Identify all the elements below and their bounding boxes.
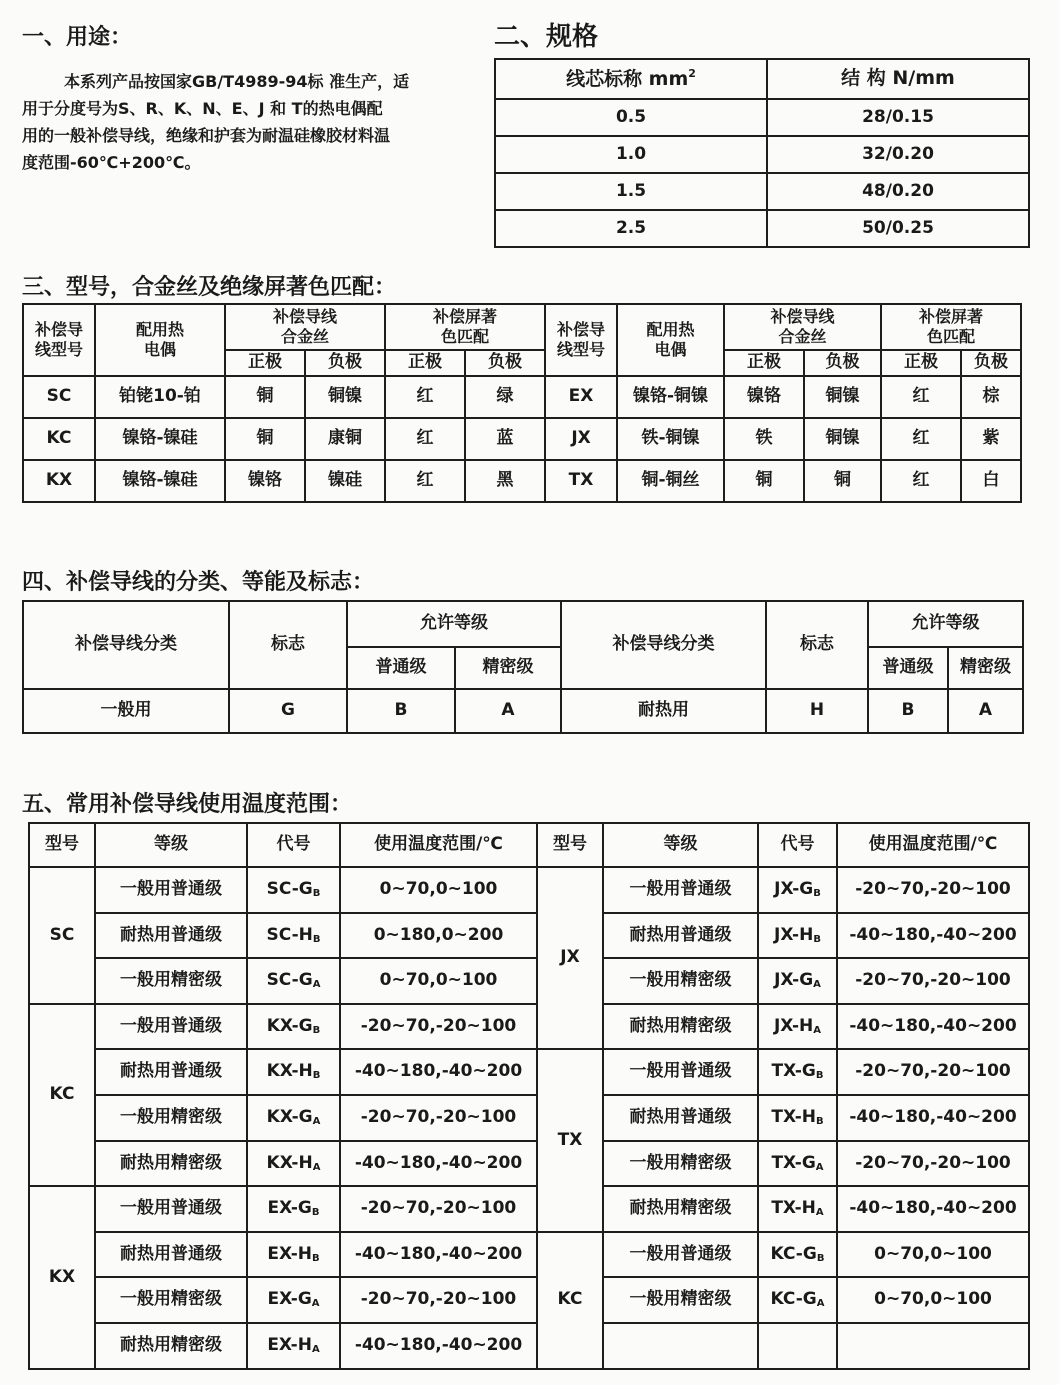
level-cell: 一般用精密级 — [603, 958, 758, 1004]
spec-header-row — [495, 59, 1029, 99]
alloy-color-table — [22, 303, 1022, 503]
range-cell: -40~180,-40~200 — [837, 1004, 1029, 1050]
section-2-title: 二、规格 — [494, 22, 599, 52]
code-cell: $SC-G_B$ — [247, 867, 340, 913]
type-cell: KX — [29, 1186, 95, 1368]
header-type: 补偿导 线型号 — [545, 304, 617, 376]
table-row: 2.5 50/0.25 — [495, 210, 1029, 247]
table-row — [29, 1141, 1029, 1187]
range-cell: -40~180,-40~200 — [837, 1186, 1029, 1232]
spec-table — [494, 58, 1030, 248]
code-cell: $KX-H_A$ — [247, 1141, 340, 1187]
range-cell: -40~180,-40~200 — [340, 1323, 537, 1369]
code-cell: $JX-H_A$ — [758, 1004, 837, 1050]
header-alloy: 补偿导线 合金丝 — [225, 304, 385, 350]
code-cell: $KC-G_A$ — [758, 1277, 837, 1323]
code-cell: $EX-H_A$ — [247, 1323, 340, 1369]
level-cell: 一般用普通级 — [603, 1232, 758, 1278]
temperature-range-table — [28, 822, 1030, 1370]
level-cell: 耐热用普通级 — [95, 1049, 247, 1095]
table-row — [29, 867, 1029, 913]
table-row — [29, 1323, 1029, 1369]
code-cell: $EX-G_A$ — [247, 1277, 340, 1323]
type-cell: TX — [537, 1049, 603, 1231]
type-cell: KC — [29, 1004, 95, 1186]
code-cell: $KC-G_B$ — [758, 1232, 837, 1278]
table-row: KX 镍铬-镍硅 镍铬 镍硅 红 黑 TX 铜-铜丝 铜 铜 红 白 — [23, 460, 1021, 502]
table-subheader-row: 普通级 精密级 普通级 精密级 — [23, 647, 1023, 689]
table-row: 1.0 32/0.20 — [495, 136, 1029, 173]
range-cell: -20~70,-20~100 — [340, 1186, 537, 1232]
header-class: 补偿导线分类 — [561, 601, 766, 689]
table-row: 一般用 G B A 耐热用 H B A — [23, 689, 1023, 733]
range-cell: 0~70,0~100 — [837, 1277, 1029, 1323]
header-mark: 标志 — [766, 601, 868, 689]
table-subheader-row: 正极 负极 正极 负极 正极 负极 正极 负极 — [23, 350, 1021, 376]
level-cell: 耐热用精密级 — [603, 1186, 758, 1232]
table-row — [29, 1004, 1029, 1050]
header-mark: 标志 — [229, 601, 347, 689]
level-cell: 一般用精密级 — [95, 1277, 247, 1323]
header-nominal: 线芯标称 $mm^2$ — [495, 59, 767, 99]
code-cell: $TX-G_B$ — [758, 1049, 837, 1095]
range-cell: -40~180,-40~200 — [340, 1141, 537, 1187]
range-cell: 0~180,0~200 — [340, 913, 537, 959]
level-cell: 耐热用精密级 — [95, 1141, 247, 1187]
header-class: 补偿导线分类 — [23, 601, 229, 689]
header-alloy: 补偿导线 合金丝 — [724, 304, 881, 350]
code-cell — [758, 1323, 837, 1369]
range-cell: -40~180,-40~200 — [837, 913, 1029, 959]
header-type: 补偿导 线型号 — [23, 304, 95, 376]
header-grade: 允许等级 — [347, 601, 561, 647]
level-cell: 一般用普通级 — [95, 1186, 247, 1232]
type-cell: SC — [29, 867, 95, 1004]
table-row: SC 铂铑10-铂 铜 铜镍 红 绿 EX 镍铬-铜镍 镍铬 铜镍 红 棕 — [23, 376, 1021, 418]
para-line: 本系列产品按国家GB/T4989-94标 准生产，适 — [64, 72, 410, 91]
level-cell — [603, 1323, 758, 1369]
section-1-title: 一、用途： — [22, 25, 133, 50]
header-color: 补偿屏著 色匹配 — [881, 304, 1021, 350]
table-row: KC 镍铬-镍硅 铜 康铜 红 蓝 JX 铁-铜镍 铁 铜镍 红 紫 — [23, 418, 1021, 460]
code-cell: $TX-H_B$ — [758, 1095, 837, 1141]
range-cell: -20~70,-20~100 — [340, 1095, 537, 1141]
header-grade: 允许等级 — [868, 601, 1023, 647]
range-cell: -20~70,-20~100 — [340, 1277, 537, 1323]
level-cell: 耐热用普通级 — [603, 1095, 758, 1141]
table-row — [29, 1095, 1029, 1141]
range-cell: 0~70,0~100 — [837, 1232, 1029, 1278]
code-cell: $TX-H_A$ — [758, 1186, 837, 1232]
code-cell: $JX-H_B$ — [758, 913, 837, 959]
level-cell: 耐热用普通级 — [603, 913, 758, 959]
table-row — [29, 1186, 1029, 1232]
level-cell: 耐热用精密级 — [95, 1323, 247, 1369]
table-header-row: 型号 等级 代号 使用温度范围/℃ 型号 等级 代号 使用温度范围/℃ — [29, 823, 1029, 867]
range-cell: -20~70,-20~100 — [837, 958, 1029, 1004]
level-cell: 一般用精密级 — [95, 1095, 247, 1141]
table-row — [29, 1232, 1029, 1278]
level-cell: 一般用普通级 — [95, 1004, 247, 1050]
code-cell: $SC-G_A$ — [247, 958, 340, 1004]
code-cell: $JX-G_B$ — [758, 867, 837, 913]
table-header-row — [23, 304, 1021, 350]
level-cell: 一般用普通级 — [603, 1049, 758, 1095]
table-row — [29, 1049, 1029, 1095]
range-cell: -20~70,-20~100 — [837, 1049, 1029, 1095]
header-structure: 结 构 N/mm — [767, 59, 1029, 99]
para-line: 用于分度号为S、R、K、N、E、J 和 T的热电偶配 — [22, 99, 383, 118]
code-cell: $EX-H_B$ — [247, 1232, 340, 1278]
section-5-title: 五、常用补偿导线使用温度范围： — [22, 792, 353, 817]
type-cell: KC — [537, 1232, 603, 1369]
range-cell: -40~180,-40~200 — [837, 1095, 1029, 1141]
code-cell: $KX-G_A$ — [247, 1095, 340, 1141]
table-row — [29, 1277, 1029, 1323]
code-cell: $KX-G_B$ — [247, 1004, 340, 1050]
level-cell: 一般用精密级 — [603, 1277, 758, 1323]
range-cell: 0~70,0~100 — [340, 867, 537, 913]
range-cell: -20~70,-20~100 — [837, 1141, 1029, 1187]
code-cell: $KX-H_B$ — [247, 1049, 340, 1095]
table-row: 0.5 28/0.15 — [495, 99, 1029, 136]
para-line: 用的一般补偿导线，绝缘和护套为耐温硅橡胶材料温 — [22, 126, 391, 145]
section-1-paragraph — [22, 68, 452, 176]
level-cell: 一般用精密级 — [603, 1141, 758, 1187]
table-row — [29, 958, 1029, 1004]
table-row: 1.5 48/0.20 — [495, 173, 1029, 210]
code-cell: $EX-G_B$ — [247, 1186, 340, 1232]
range-cell: 0~70,0~100 — [340, 958, 537, 1004]
range-cell: -40~180,-40~200 — [340, 1049, 537, 1095]
code-cell: $TX-G_A$ — [758, 1141, 837, 1187]
type-cell: JX — [537, 867, 603, 1049]
para-line: 度范围-60℃+200℃。 — [22, 153, 201, 172]
level-cell: 耐热用普通级 — [95, 913, 247, 959]
header-color: 补偿屏著 色匹配 — [385, 304, 545, 350]
table-row — [29, 913, 1029, 959]
code-cell: $JX-G_A$ — [758, 958, 837, 1004]
table-header-row — [23, 601, 1023, 647]
range-cell — [837, 1323, 1029, 1369]
code-cell: $SC-H_B$ — [247, 913, 340, 959]
level-cell: 耐热用精密级 — [603, 1004, 758, 1050]
header-thermocouple: 配用热 电偶 — [95, 304, 225, 376]
range-cell: -20~70,-20~100 — [340, 1004, 537, 1050]
classification-table — [22, 600, 1024, 734]
range-cell: -40~180,-40~200 — [340, 1232, 537, 1278]
level-cell: 耐热用普通级 — [95, 1232, 247, 1278]
header-thermocouple: 配用热 电偶 — [617, 304, 724, 376]
range-cell: -20~70,-20~100 — [837, 867, 1029, 913]
level-cell: 一般用普通级 — [95, 867, 247, 913]
level-cell: 一般用精密级 — [95, 958, 247, 1004]
section-4-title: 四、补偿导线的分类、等能及标志： — [22, 570, 375, 595]
level-cell: 一般用普通级 — [603, 867, 758, 913]
section-3-title: 三、型号，合金丝及绝缘屏著色匹配： — [22, 275, 397, 300]
